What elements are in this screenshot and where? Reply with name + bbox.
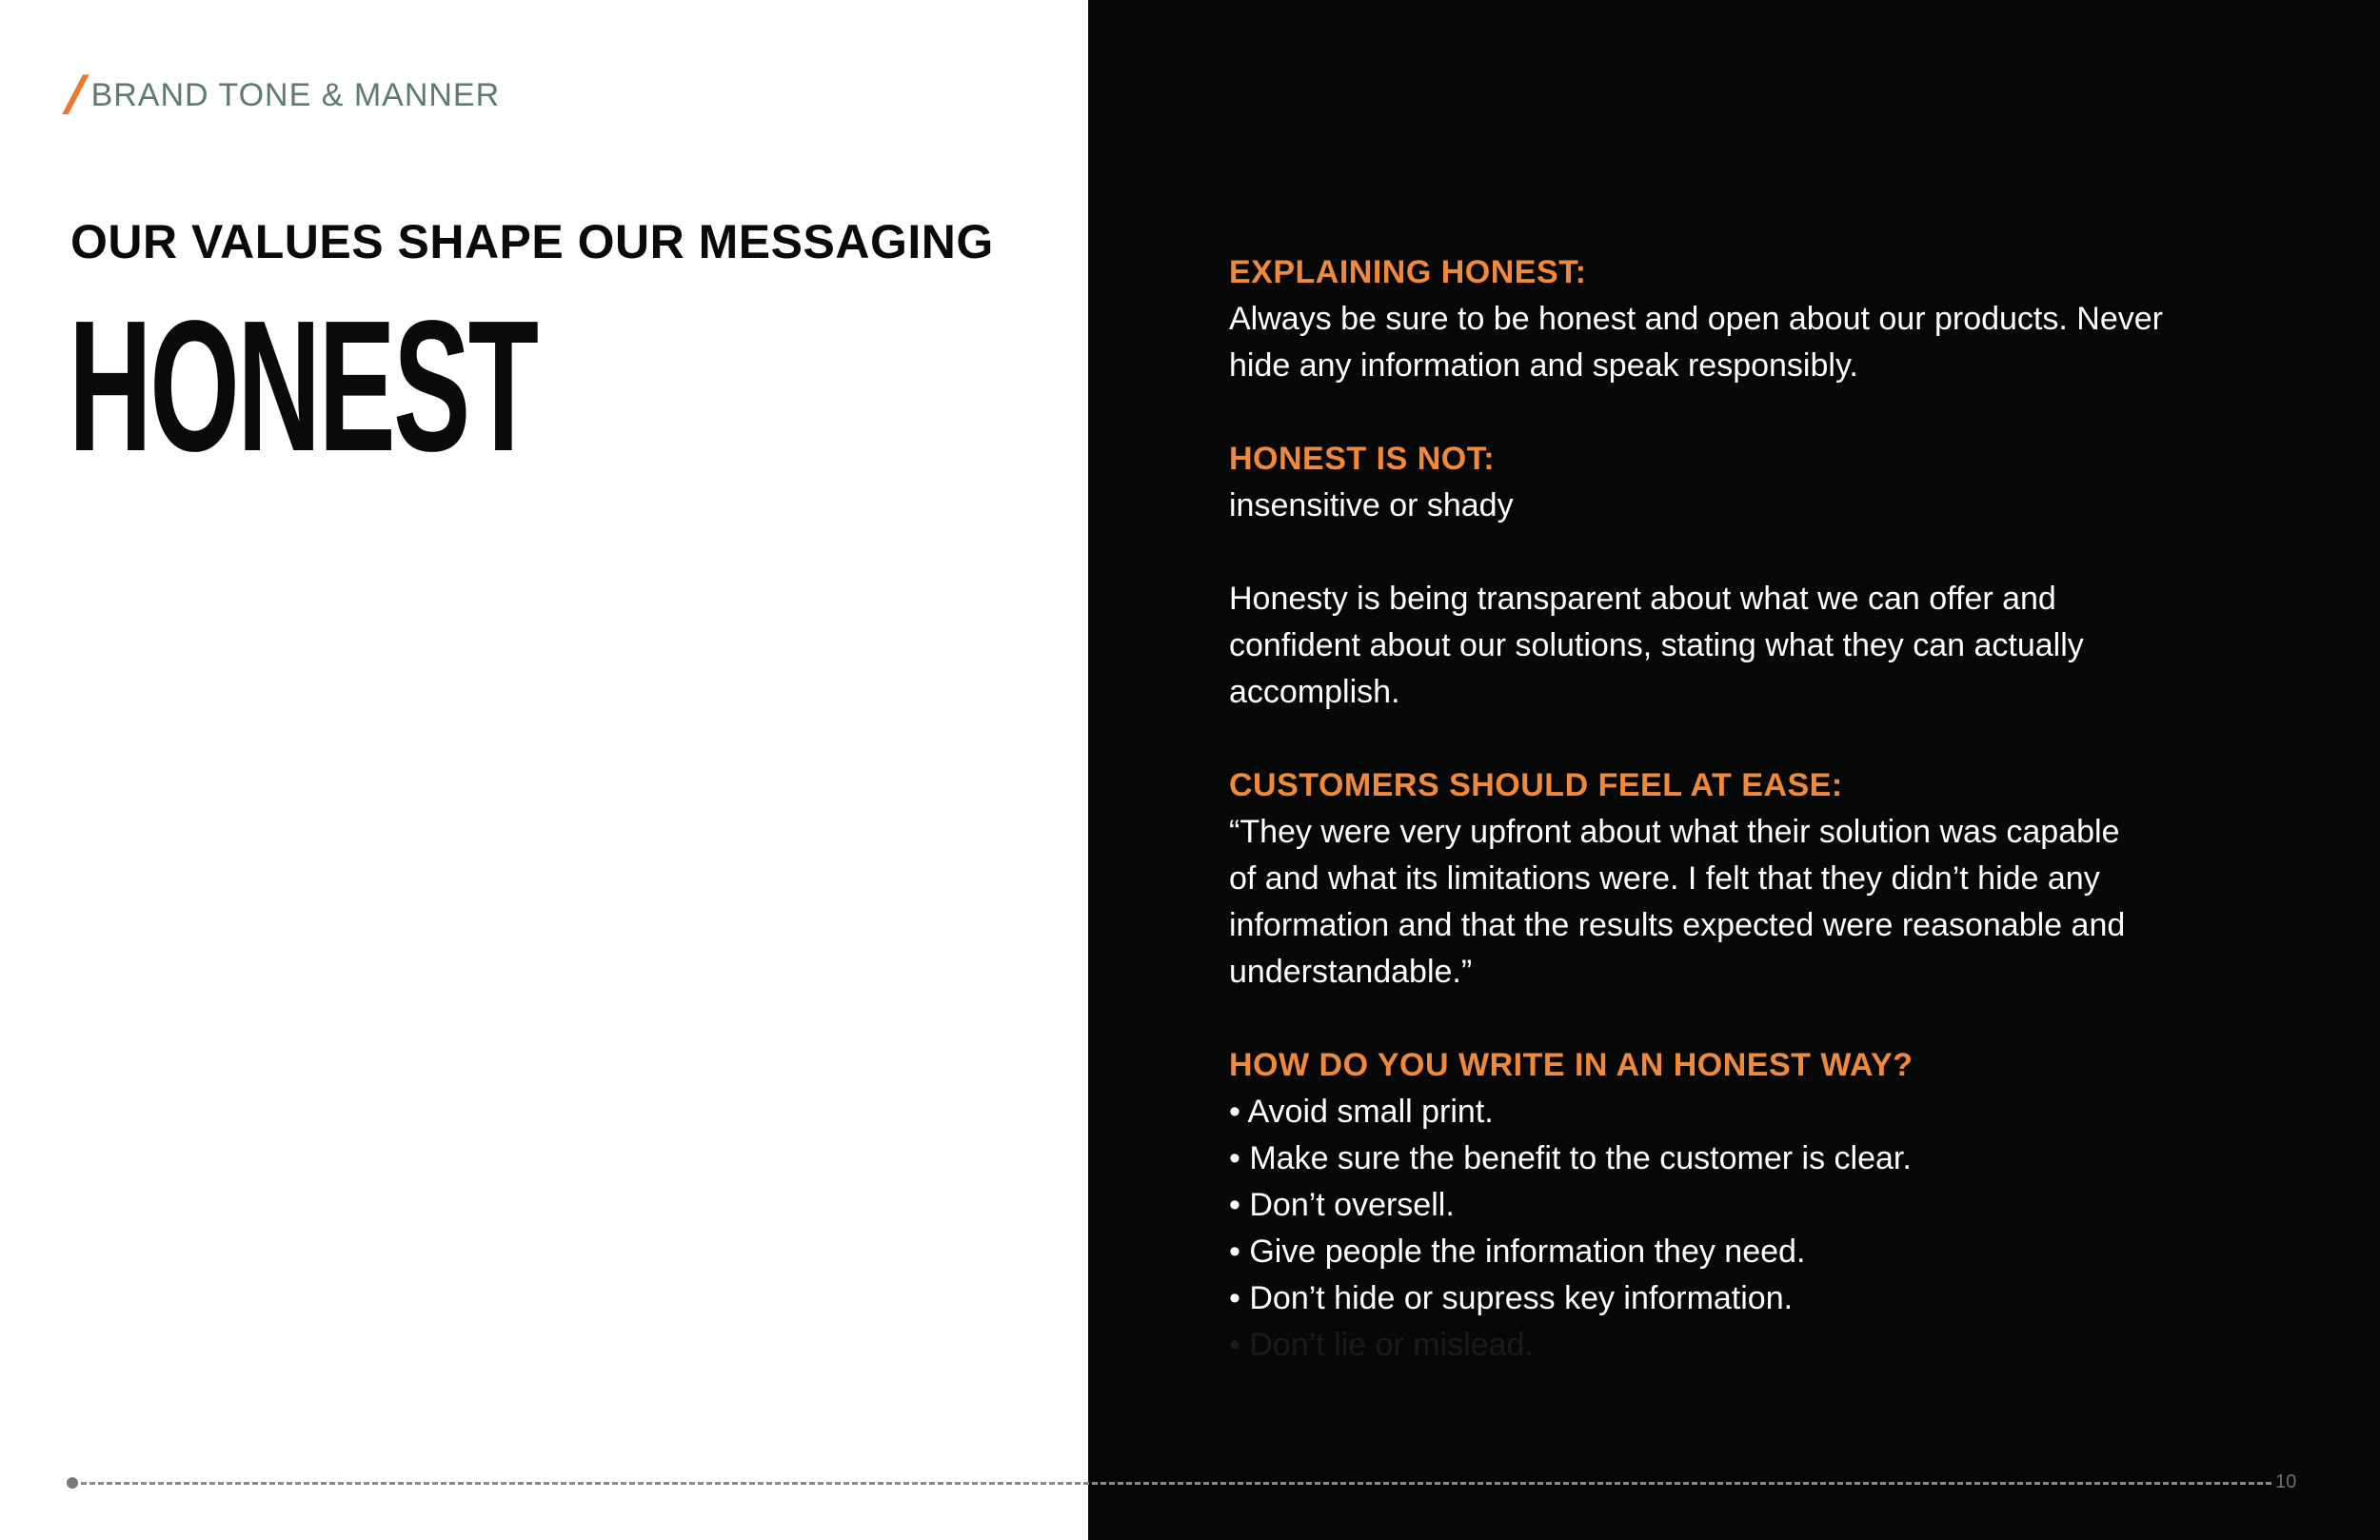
section-label-text: BRAND TONE & MANNER	[90, 76, 501, 113]
is-not-line: insensitive or shady	[1229, 487, 1514, 523]
list-item: • Don’t lie or mislead.	[1229, 1327, 1534, 1363]
rule-start-dot-icon	[67, 1477, 78, 1489]
big-title: HONEST	[69, 282, 537, 490]
is-not-heading: HONEST IS NOT:	[1229, 441, 1496, 477]
footer-dashed-rule	[72, 1482, 2271, 1485]
how-to-heading: HOW DO YOU WRITE IN AN HONEST WAY?	[1229, 1047, 1914, 1083]
customers-quote-line: information and that the results expected were reasonable and	[1229, 907, 2126, 943]
slash-accent-icon: /	[62, 65, 87, 125]
values-heading: OUR VALUES SHAPE OUR MESSAGING	[70, 215, 994, 268]
section-label	[62, 65, 501, 125]
customers-quote-line: of and what its limitations were. I felt that they didn’t hide any	[1229, 860, 2100, 897]
honesty-line: Honesty is being transparent about what we can offer and	[1229, 581, 2056, 617]
list-item: • Give people the information they need.	[1229, 1234, 1806, 1270]
explaining-line: hide any information and speak responsibly.	[1229, 347, 1858, 384]
content-column	[1229, 249, 2333, 1369]
honesty-line: accomplish.	[1229, 674, 1400, 710]
list-item: • Don’t hide or supress key information.	[1229, 1280, 1794, 1316]
customers-quote-line: “They were very upfront about what their solution was capable	[1229, 814, 2120, 850]
list-item: • Don’t oversell.	[1229, 1187, 1455, 1223]
honesty-line: confident about our solutions, stating what they can actually	[1229, 627, 2084, 663]
customers-quote-line: understandable.”	[1229, 954, 1473, 990]
page-number: 10	[2275, 1471, 2297, 1492]
how-to-list	[1229, 1089, 2333, 1369]
explaining-line: Always be sure to be honest and open about our products. Never	[1229, 301, 2163, 337]
customers-heading: CUSTOMERS SHOULD FEEL AT EASE:	[1229, 767, 1843, 803]
explaining-heading: EXPLAINING HONEST:	[1229, 254, 1587, 290]
list-item: • Make sure the benefit to the customer is clear.	[1229, 1140, 1912, 1176]
list-item: • Avoid small print.	[1229, 1094, 1494, 1130]
